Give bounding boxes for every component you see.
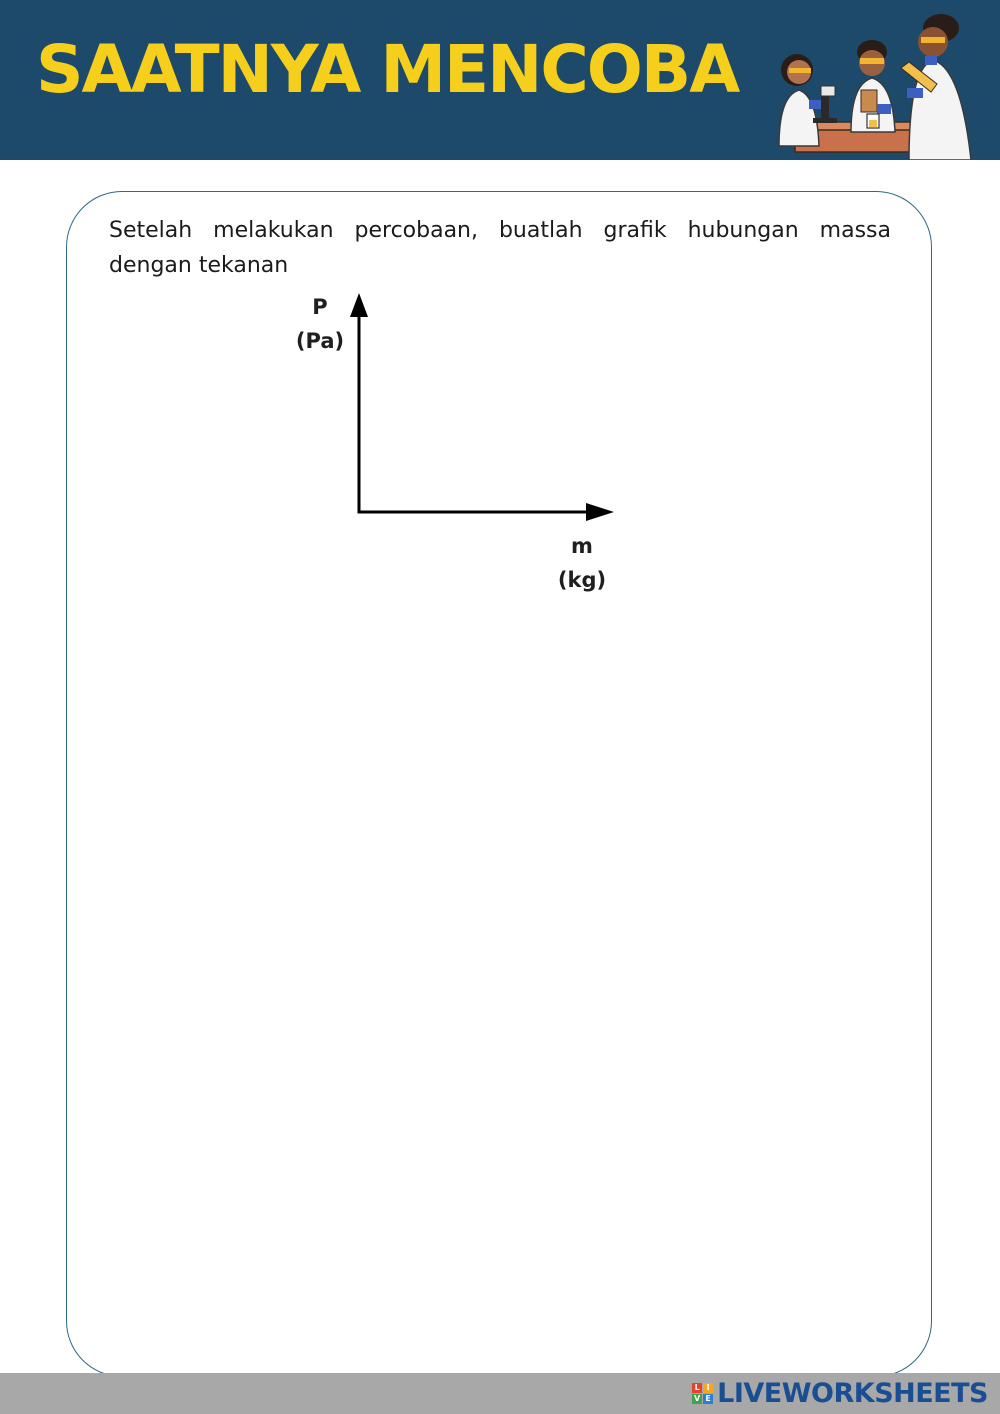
mark-letter: L	[692, 1383, 702, 1393]
page-title: SAATNYA MENCOBA	[36, 31, 739, 108]
x-axis-unit: (kg)	[557, 568, 607, 592]
liveworksheets-mark-icon	[692, 1383, 713, 1404]
y-axis-arrowhead	[350, 293, 368, 317]
liveworksheets-logo[interactable]	[692, 1375, 988, 1411]
x-axis-label	[552, 529, 612, 597]
mark-letter: I	[703, 1383, 713, 1393]
brand-name: LIVEWORKSHEETS	[717, 1377, 988, 1409]
mark-letter: V	[694, 1393, 701, 1403]
x-axis-arrowhead	[586, 503, 614, 521]
y-axis-label	[290, 290, 350, 358]
y-axis-unit: (Pa)	[295, 329, 345, 353]
scientists-in-lab-illustration	[765, 8, 990, 160]
instruction-text: Setelah melakukan percobaan, buatlah grafik hubungan massa dengan tekanan	[109, 218, 891, 278]
y-axis-symbol: P	[312, 295, 328, 319]
x-axis-symbol: m	[571, 534, 593, 558]
mark-letter: E	[703, 1394, 713, 1404]
